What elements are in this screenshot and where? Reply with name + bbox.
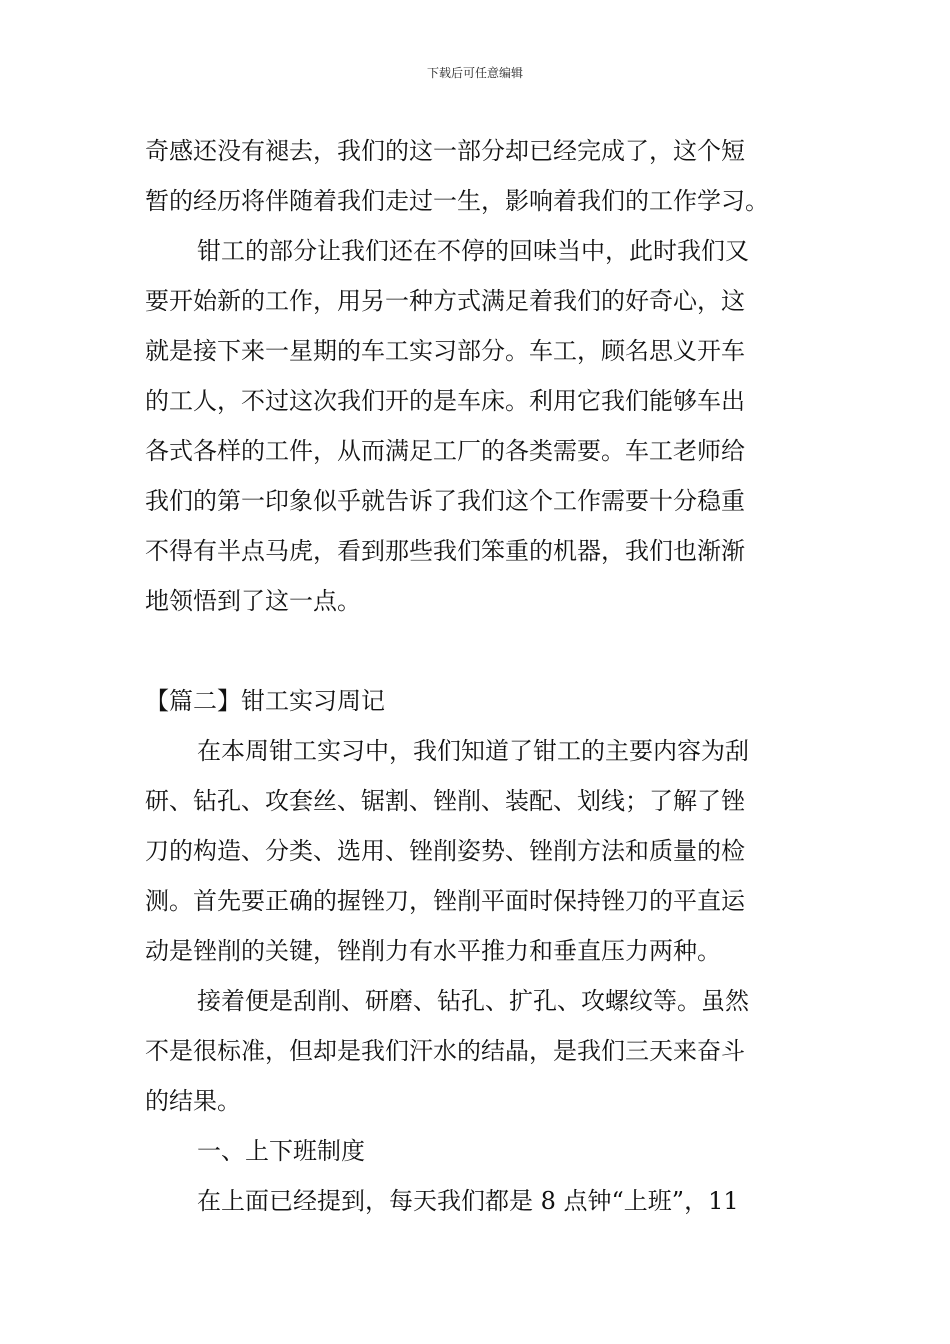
paragraph-1 xyxy=(145,126,807,226)
text-line: 测。首先要正确的握锉刀，锉削平面时保持锉刀的平直运 xyxy=(145,887,745,915)
text-line: 钳工的部分让我们还在不停的回味当中，此时我们又 xyxy=(197,237,749,265)
text-line: 就是接下来一星期的车工实习部分。车工，顾名思义开车 xyxy=(145,337,745,365)
subheading: 一、上下班制度 xyxy=(197,1137,365,1165)
text-line: 的工人，不过这次我们开的是车床。利用它我们能够车出 xyxy=(145,387,745,415)
document-body xyxy=(145,126,807,1226)
paragraph-5 xyxy=(145,1176,807,1226)
text-line: 在本周钳工实习中，我们知道了钳工的主要内容为刮 xyxy=(197,737,749,765)
text-line: 地领悟到了这一点。 xyxy=(145,587,361,615)
blank-line xyxy=(145,626,807,676)
paragraph-4 xyxy=(145,976,807,1126)
paragraph-2 xyxy=(145,226,807,626)
text-line: 奇感还没有褪去，我们的这一部分却已经完成了，这个短 xyxy=(145,137,745,165)
section-heading: 【篇二】钳工实习周记 xyxy=(145,687,385,715)
paragraph-3 xyxy=(145,726,807,976)
text-line: 不得有半点马虎，看到那些我们笨重的机器，我们也渐渐 xyxy=(145,537,745,565)
page-header: 下载后可任意编辑 xyxy=(426,66,523,80)
text-line: 的结果。 xyxy=(145,1087,241,1115)
text-line: 在上面已经提到，每天我们都是 8 点钟“上班”，11 xyxy=(197,1187,739,1215)
text-line: 我们的第一印象似乎就告诉了我们这个工作需要十分稳重 xyxy=(145,487,745,515)
text-line: 刀的构造、分类、选用、锉削姿势、锉削方法和质量的检 xyxy=(145,837,745,865)
text-line: 研、钻孔、攻套丝、锯割、锉削、装配、划线；了解了锉 xyxy=(145,787,745,815)
text-line: 暂的经历将伴随着我们走过一生，影响着我们的工作学习。 xyxy=(145,187,769,215)
text-line: 各式各样的工件，从而满足工厂的各类需要。车工老师给 xyxy=(145,437,745,465)
text-line: 不是很标准，但却是我们汗水的结晶，是我们三天来奋斗 xyxy=(145,1037,745,1065)
text-line: 要开始新的工作，用另一种方式满足着我们的好奇心，这 xyxy=(145,287,745,315)
text-line: 接着便是刮削、研磨、钻孔、扩孔、攻螺纹等。虽然 xyxy=(197,987,749,1015)
text-line: 动是锉削的关键，锉削力有水平推力和垂直压力两种。 xyxy=(145,937,721,965)
